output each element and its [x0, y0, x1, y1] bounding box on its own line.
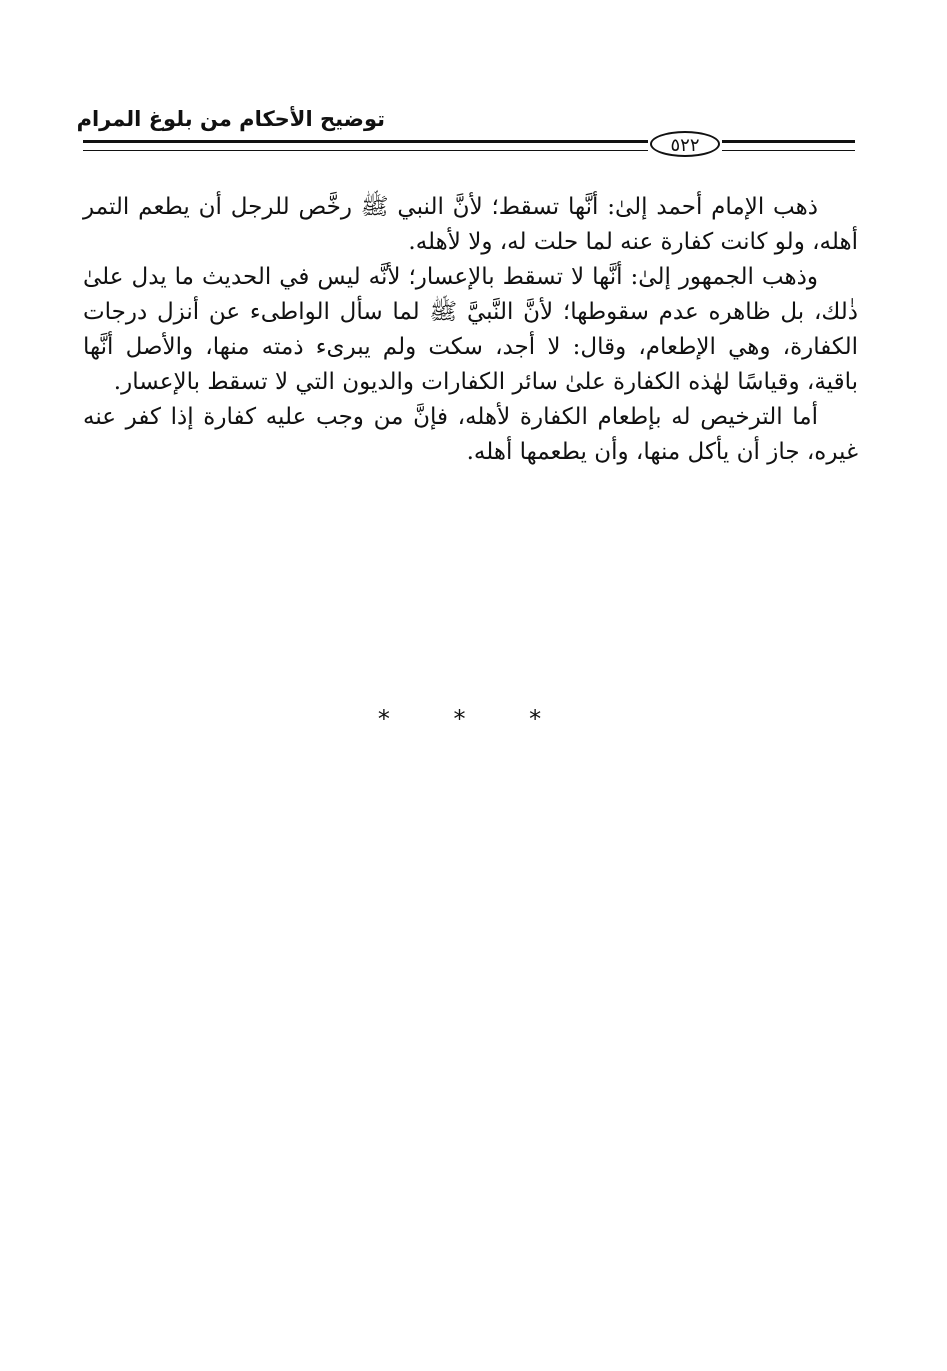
section-separator: * * * — [377, 705, 570, 733]
running-title: توضيح الأحكام من بلوغ المرام — [76, 107, 385, 131]
header-rule-right — [722, 140, 855, 151]
main-text — [83, 190, 858, 470]
paragraph-3: أما الترخيص له بإطعام الكفارة لأهله، فإنَّ من وجب عليه كفارة إذا كفر عنه غيره، جاز أن يأكل منها، وأن يطعمها أهله. — [83, 404, 858, 465]
page-number: ٥٢٢ — [650, 131, 720, 157]
paragraph-2: وذهب الجمهور إلىٰ: أنَّها لا تسقط بالإعسار؛ لأنَّه ليس في الحديث ما يدل علىٰ ذٰلك، بل ظاهره عدم سقوطها؛ لأنَّ النَّبيَّ ﷺ لما سأل الواطىء عن أنزل درجات الكفارة، وهي الإطعام، وقال: لا أجد، سكت ولم يبرىء ذمته منها، والأصل أنَّها باقية، وقياسًا لهٰذه الكفارة علىٰ سائر الكفارات والديون التي لا تسقط بالإعسار. — [83, 264, 858, 395]
paragraph-1: ذهب الإمام أحمد إلىٰ: أنَّها تسقط؛ لأنَّ النبي ﷺ رخَّص للرجل أن يطعم التمر أهله، ولو كانت كفارة عنه لما حلت له، ولا لأهله. — [83, 194, 858, 255]
header-rule-left — [83, 140, 648, 151]
